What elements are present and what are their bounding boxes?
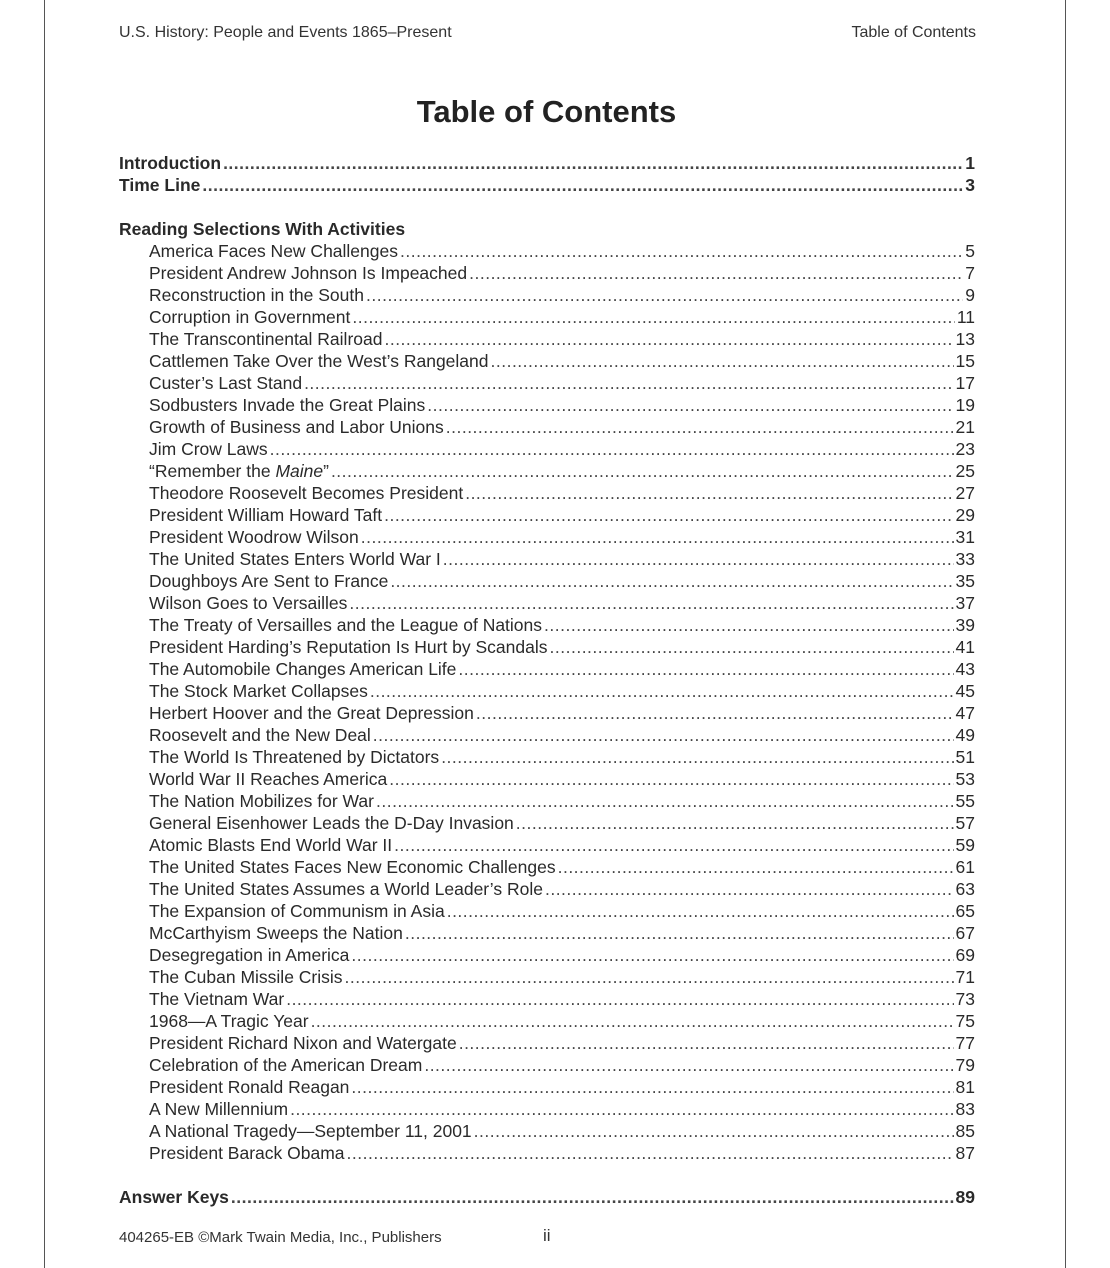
dot-leader [459, 1032, 954, 1054]
toc-entry-title: The Treaty of Versailles and the League of Nations [149, 615, 543, 635]
toc-entry-title-part: “Remember the [149, 461, 276, 481]
toc-entry-page-number: 11 [956, 307, 975, 327]
toc-entry[interactable] [119, 658, 975, 680]
toc-entry[interactable] [119, 944, 975, 966]
toc-entry-title: A National Tragedy—September 11, 2001 [149, 1121, 472, 1141]
dot-leader [373, 724, 954, 746]
dot-leader [370, 680, 954, 702]
toc-entry[interactable] [119, 284, 975, 306]
dot-leader [202, 174, 963, 196]
toc-entry-title: World War II Reaches America [149, 769, 388, 789]
toc-entry-page-number: 1 [965, 153, 975, 173]
toc-entry-title: President Richard Nixon and Watergate [149, 1033, 457, 1053]
dot-leader [361, 526, 954, 548]
dot-leader [384, 328, 953, 350]
toc-entry-title: 1968—A Tragic Year [149, 1011, 309, 1031]
toc-entry-page-number: 37 [955, 593, 975, 613]
dot-leader [441, 746, 953, 768]
toc-entry[interactable] [119, 724, 975, 746]
section-spacer [119, 196, 975, 218]
toc-entry[interactable] [119, 240, 975, 262]
toc-entry-page-number: 69 [955, 945, 975, 965]
toc-entry-page-number: 29 [955, 505, 975, 525]
toc-entry-page-number: 53 [955, 769, 975, 789]
dot-leader [405, 922, 954, 944]
toc-entry[interactable] [119, 416, 975, 438]
toc-entry-title: The Vietnam War [149, 989, 285, 1009]
toc-entry-page-number: 5 [965, 241, 975, 261]
toc-entry-page-number: 59 [955, 835, 975, 855]
toc-entry-page-number: 7 [965, 263, 975, 283]
dot-leader [443, 548, 954, 570]
toc-entry[interactable] [119, 680, 975, 702]
toc-entry-page-number: 23 [955, 439, 975, 459]
dot-leader [390, 570, 953, 592]
toc-entry[interactable] [119, 790, 975, 812]
toc-entry-title: The Transcontinental Railroad [149, 329, 383, 349]
toc-entry-title: The United States Enters World War I [149, 549, 441, 569]
toc-entry[interactable] [119, 350, 975, 372]
page-title: Table of Contents [416, 94, 677, 129]
toc-entry[interactable] [119, 1032, 975, 1054]
toc-entry-page-number: 71 [955, 967, 975, 987]
dot-leader [558, 856, 954, 878]
toc-entry[interactable] [119, 702, 975, 724]
toc-entry-title: Introduction [119, 153, 222, 173]
section-heading: Reading Selections With Activities [119, 219, 406, 239]
dot-leader [427, 394, 953, 416]
toc-entry[interactable] [119, 768, 975, 790]
toc-entry-title: The Automobile Changes American Life [149, 659, 457, 679]
dot-leader [345, 966, 954, 988]
toc-entry-title: The Stock Market Collapses [149, 681, 368, 701]
toc-entry[interactable] [119, 1142, 975, 1164]
bottom-entries [119, 1186, 975, 1208]
toc-entry-page-number: 45 [955, 681, 975, 701]
toc-entry[interactable] [119, 834, 975, 856]
dot-leader [516, 812, 954, 834]
dot-leader [231, 1186, 954, 1208]
toc-entry-title: The United States Assumes a World Leader’s Role [149, 879, 543, 899]
toc-entry-title: Sodbusters Invade the Great Plains [149, 395, 426, 415]
toc-entry[interactable] [119, 812, 975, 834]
toc-entry-page-number: 75 [955, 1011, 975, 1031]
dot-leader [290, 1098, 953, 1120]
toc-entry-title: President William Howard Taft [149, 505, 383, 525]
dot-leader [376, 790, 954, 812]
toc-entry-title: Desegregation in America [149, 945, 350, 965]
dot-leader [286, 988, 953, 1010]
toc-entry-page-number: 15 [955, 351, 975, 371]
toc-entry-page-number: 47 [955, 703, 975, 723]
dot-leader [544, 614, 954, 636]
dot-leader [270, 438, 954, 460]
dot-leader [304, 372, 953, 394]
toc-entry-title: A New Millennium [149, 1099, 289, 1119]
toc-entry-title: America Faces New Challenges [149, 241, 398, 261]
toc-entry-page-number: 19 [955, 395, 975, 415]
toc-entry[interactable] [119, 746, 975, 768]
dot-leader [491, 350, 954, 372]
toc-entry-page-number: 9 [965, 285, 975, 305]
dot-leader [474, 1120, 954, 1142]
toc-entry-title: Time Line [119, 175, 201, 195]
toc-entry-page-number: 39 [955, 615, 975, 635]
toc-entry[interactable] [119, 592, 975, 614]
table-of-contents [119, 152, 975, 1208]
toc-entry[interactable] [119, 460, 975, 482]
dot-leader [352, 306, 954, 328]
toc-entry-title: President Ronald Reagan [149, 1077, 350, 1097]
toc-entry-title [149, 460, 329, 482]
page-border-left [44, 0, 45, 1268]
dot-leader [465, 482, 953, 504]
toc-entry-title: Atomic Blasts End World War II [149, 835, 393, 855]
toc-entry[interactable] [119, 1076, 975, 1098]
toc-entry-title: Herbert Hoover and the Great Depression [149, 703, 474, 723]
toc-entry-page-number: 3 [965, 175, 975, 195]
toc-entry[interactable] [119, 482, 975, 504]
toc-entry[interactable] [119, 548, 975, 570]
toc-entry-page-number: 65 [955, 901, 975, 921]
toc-entry-page-number: 31 [955, 527, 975, 547]
toc-entry-page-number: 35 [955, 571, 975, 591]
toc-entry-title-italic: Maine [275, 461, 324, 481]
header-book-title: U.S. History: People and Events 1865–Present [119, 24, 452, 41]
toc-entry[interactable] [119, 900, 975, 922]
toc-entry[interactable] [119, 988, 975, 1010]
toc-entry[interactable] [119, 614, 975, 636]
toc-entry-page-number: 77 [955, 1033, 975, 1053]
dot-leader [349, 592, 953, 614]
toc-entry-title: Custer’s Last Stand [149, 373, 303, 393]
toc-entry-title: Growth of Business and Labor Unions [149, 417, 444, 437]
toc-entry-title: General Eisenhower Leads the D-Day Invasion [149, 813, 514, 833]
toc-entry[interactable] [119, 856, 975, 878]
toc-entry-page-number: 49 [955, 725, 975, 745]
toc-entry-title: Reconstruction in the South [149, 285, 364, 305]
dot-leader [331, 460, 954, 482]
dot-leader [400, 240, 963, 262]
toc-entry-title: The World Is Threatened by Dictators [149, 747, 440, 767]
toc-entry-page-number: 21 [955, 417, 975, 437]
toc-entry-page-number: 87 [955, 1143, 975, 1163]
toc-entry-title: Jim Crow Laws [149, 439, 268, 459]
section-items [119, 240, 975, 1164]
footer-publisher: 404265-EB ©Mark Twain Media, Inc., Publishers [119, 1229, 442, 1246]
dot-leader [384, 504, 953, 526]
toc-entry-page-number: 25 [955, 461, 975, 481]
toc-entry[interactable] [119, 504, 975, 526]
toc-entry[interactable] [119, 1054, 975, 1076]
dot-leader [366, 284, 963, 306]
toc-entry-title: President Andrew Johnson Is Impeached [149, 263, 468, 283]
toc-entry[interactable] [119, 878, 975, 900]
dot-leader [389, 768, 953, 790]
toc-entry-page-number: 61 [955, 857, 975, 877]
dot-leader [347, 1142, 954, 1164]
dot-leader [394, 834, 953, 856]
dot-leader [311, 1010, 954, 1032]
toc-entry-page-number: 85 [955, 1121, 975, 1141]
toc-entry[interactable] [119, 306, 975, 328]
toc-entry[interactable] [119, 438, 975, 460]
toc-entry-title: The Expansion of Communism in Asia [149, 901, 445, 921]
toc-entry-title: President Barack Obama [149, 1143, 345, 1163]
toc-entry-page-number: 89 [955, 1187, 975, 1207]
dot-leader [447, 900, 954, 922]
toc-entry-title: Celebration of the American Dream [149, 1055, 423, 1075]
toc-entry-page-number: 67 [955, 923, 975, 943]
dot-leader [545, 878, 954, 900]
toc-entry-page-number: 81 [955, 1077, 975, 1097]
toc-entry-page-number: 33 [955, 549, 975, 569]
dot-leader [458, 658, 953, 680]
toc-entry[interactable] [119, 372, 975, 394]
dot-leader [351, 944, 953, 966]
toc-entry[interactable] [119, 262, 975, 284]
toc-entry[interactable] [119, 1010, 975, 1032]
toc-entry[interactable] [119, 1120, 975, 1142]
toc-entry-title: Wilson Goes to Versailles [149, 593, 348, 613]
running-header [119, 24, 976, 42]
toc-entry-title: McCarthyism Sweeps the Nation [149, 923, 403, 943]
dot-leader [223, 152, 963, 174]
toc-entry[interactable] [119, 922, 975, 944]
footer-page-number: ii [543, 1226, 551, 1245]
dot-leader [424, 1054, 953, 1076]
toc-entry[interactable] [119, 526, 975, 548]
toc-entry-title: Roosevelt and the New Deal [149, 725, 371, 745]
toc-entry-page-number: 55 [955, 791, 975, 811]
toc-entry[interactable] [119, 636, 975, 658]
toc-entry-page-number: 83 [955, 1099, 975, 1119]
dot-leader [446, 416, 954, 438]
toc-entry[interactable] [119, 570, 975, 592]
toc-entry-page-number: 43 [955, 659, 975, 679]
toc-entry-title: The Cuban Missile Crisis [149, 967, 343, 987]
toc-entry-page-number: 63 [955, 879, 975, 899]
toc-entry-page-number: 57 [955, 813, 975, 833]
toc-entry-page-number: 79 [955, 1055, 975, 1075]
dot-leader [351, 1076, 953, 1098]
dot-leader [476, 702, 954, 724]
dot-leader [469, 262, 963, 284]
toc-entry-title: President Woodrow Wilson [149, 527, 359, 547]
toc-entry-title: The United States Faces New Economic Challenges [149, 857, 556, 877]
toc-entry-title: President Harding’s Reputation Is Hurt by Scandals [149, 637, 548, 657]
toc-entry-title: Corruption in Government [149, 307, 351, 327]
toc-entry-page-number: 17 [955, 373, 975, 393]
toc-entry-page-number: 51 [955, 747, 975, 767]
toc-entry-page-number: 73 [955, 989, 975, 1009]
toc-entry-title: Theodore Roosevelt Becomes President [149, 483, 464, 503]
toc-entry[interactable] [119, 328, 975, 350]
toc-entry[interactable] [119, 1186, 975, 1208]
toc-entry-title: Doughboys Are Sent to France [149, 571, 389, 591]
toc-entry-title: Answer Keys [119, 1187, 229, 1207]
header-section-title: Table of Contents [851, 24, 976, 41]
top-entries [119, 152, 975, 196]
toc-entry-title: Cattlemen Take Over the West’s Rangeland [149, 351, 489, 371]
page-border-right [1065, 0, 1066, 1268]
toc-entry-title: The Nation Mobilizes for War [149, 791, 374, 811]
toc-entry[interactable] [119, 152, 975, 174]
section-spacer [119, 1164, 975, 1186]
toc-entry[interactable] [119, 1098, 975, 1120]
toc-entry[interactable] [119, 174, 975, 196]
toc-entry-page-number: 13 [955, 329, 975, 349]
toc-entry-title-part: ” [323, 461, 329, 481]
toc-entry-page-number: 41 [955, 637, 975, 657]
dot-leader [550, 636, 954, 658]
toc-entry[interactable] [119, 966, 975, 988]
toc-entry[interactable] [119, 394, 975, 416]
toc-entry-page-number: 27 [955, 483, 975, 503]
